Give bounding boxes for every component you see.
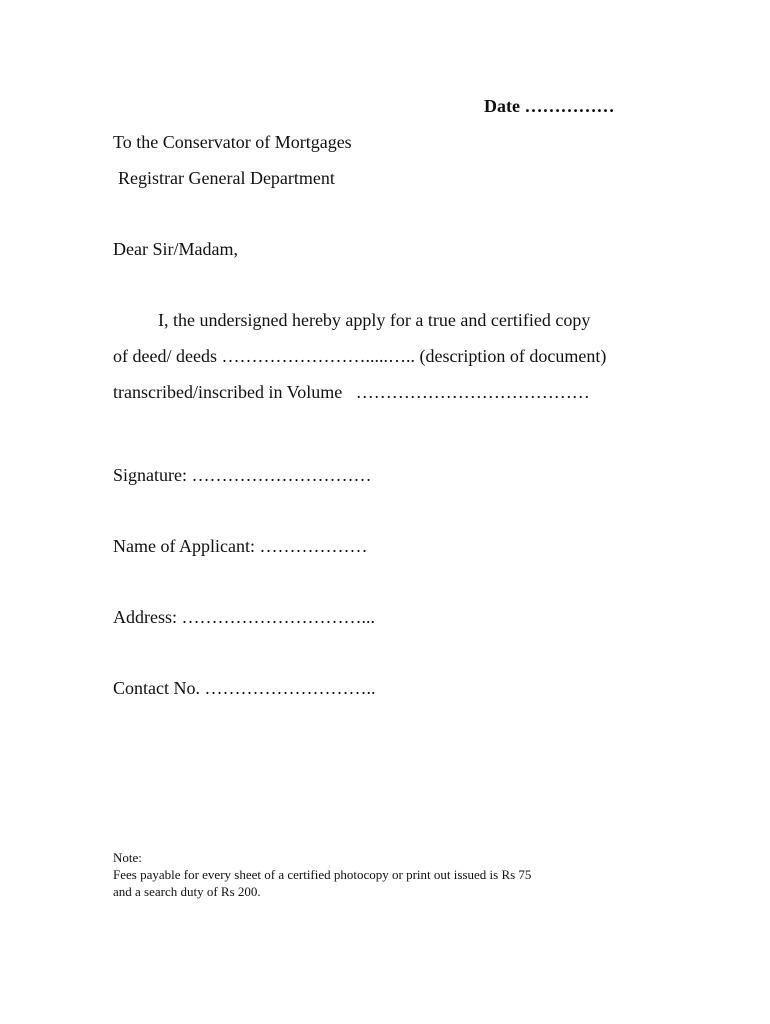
date-field: Date …………… [484,96,615,116]
note-line-2: and a search duty of Rs 200. [113,884,261,899]
body-line-3: transcribed/inscribed in Volume ………………………………… [113,382,590,402]
note-line-1: Fees payable for every sheet of a certified photocopy or print out issued is Rs 75 [113,867,532,882]
body-line-1: I, the undersigned hereby apply for a true and certified copy [158,310,591,330]
address-field: Address: …………………………... [113,607,375,627]
applicant-name-field: Name of Applicant: ……………… [113,536,368,556]
recipient-title: To the Conservator of Mortgages [113,132,352,152]
signature-field: Signature: ………………………… [113,465,372,485]
contact-number-field: Contact No. ……………………….. [113,678,376,698]
recipient-department: Registrar General Department [118,168,335,188]
body-line-2: of deed/ deeds …………………….....….. (description of document) [113,346,607,366]
salutation: Dear Sir/Madam, [113,239,238,259]
note-heading: Note: [113,850,142,865]
